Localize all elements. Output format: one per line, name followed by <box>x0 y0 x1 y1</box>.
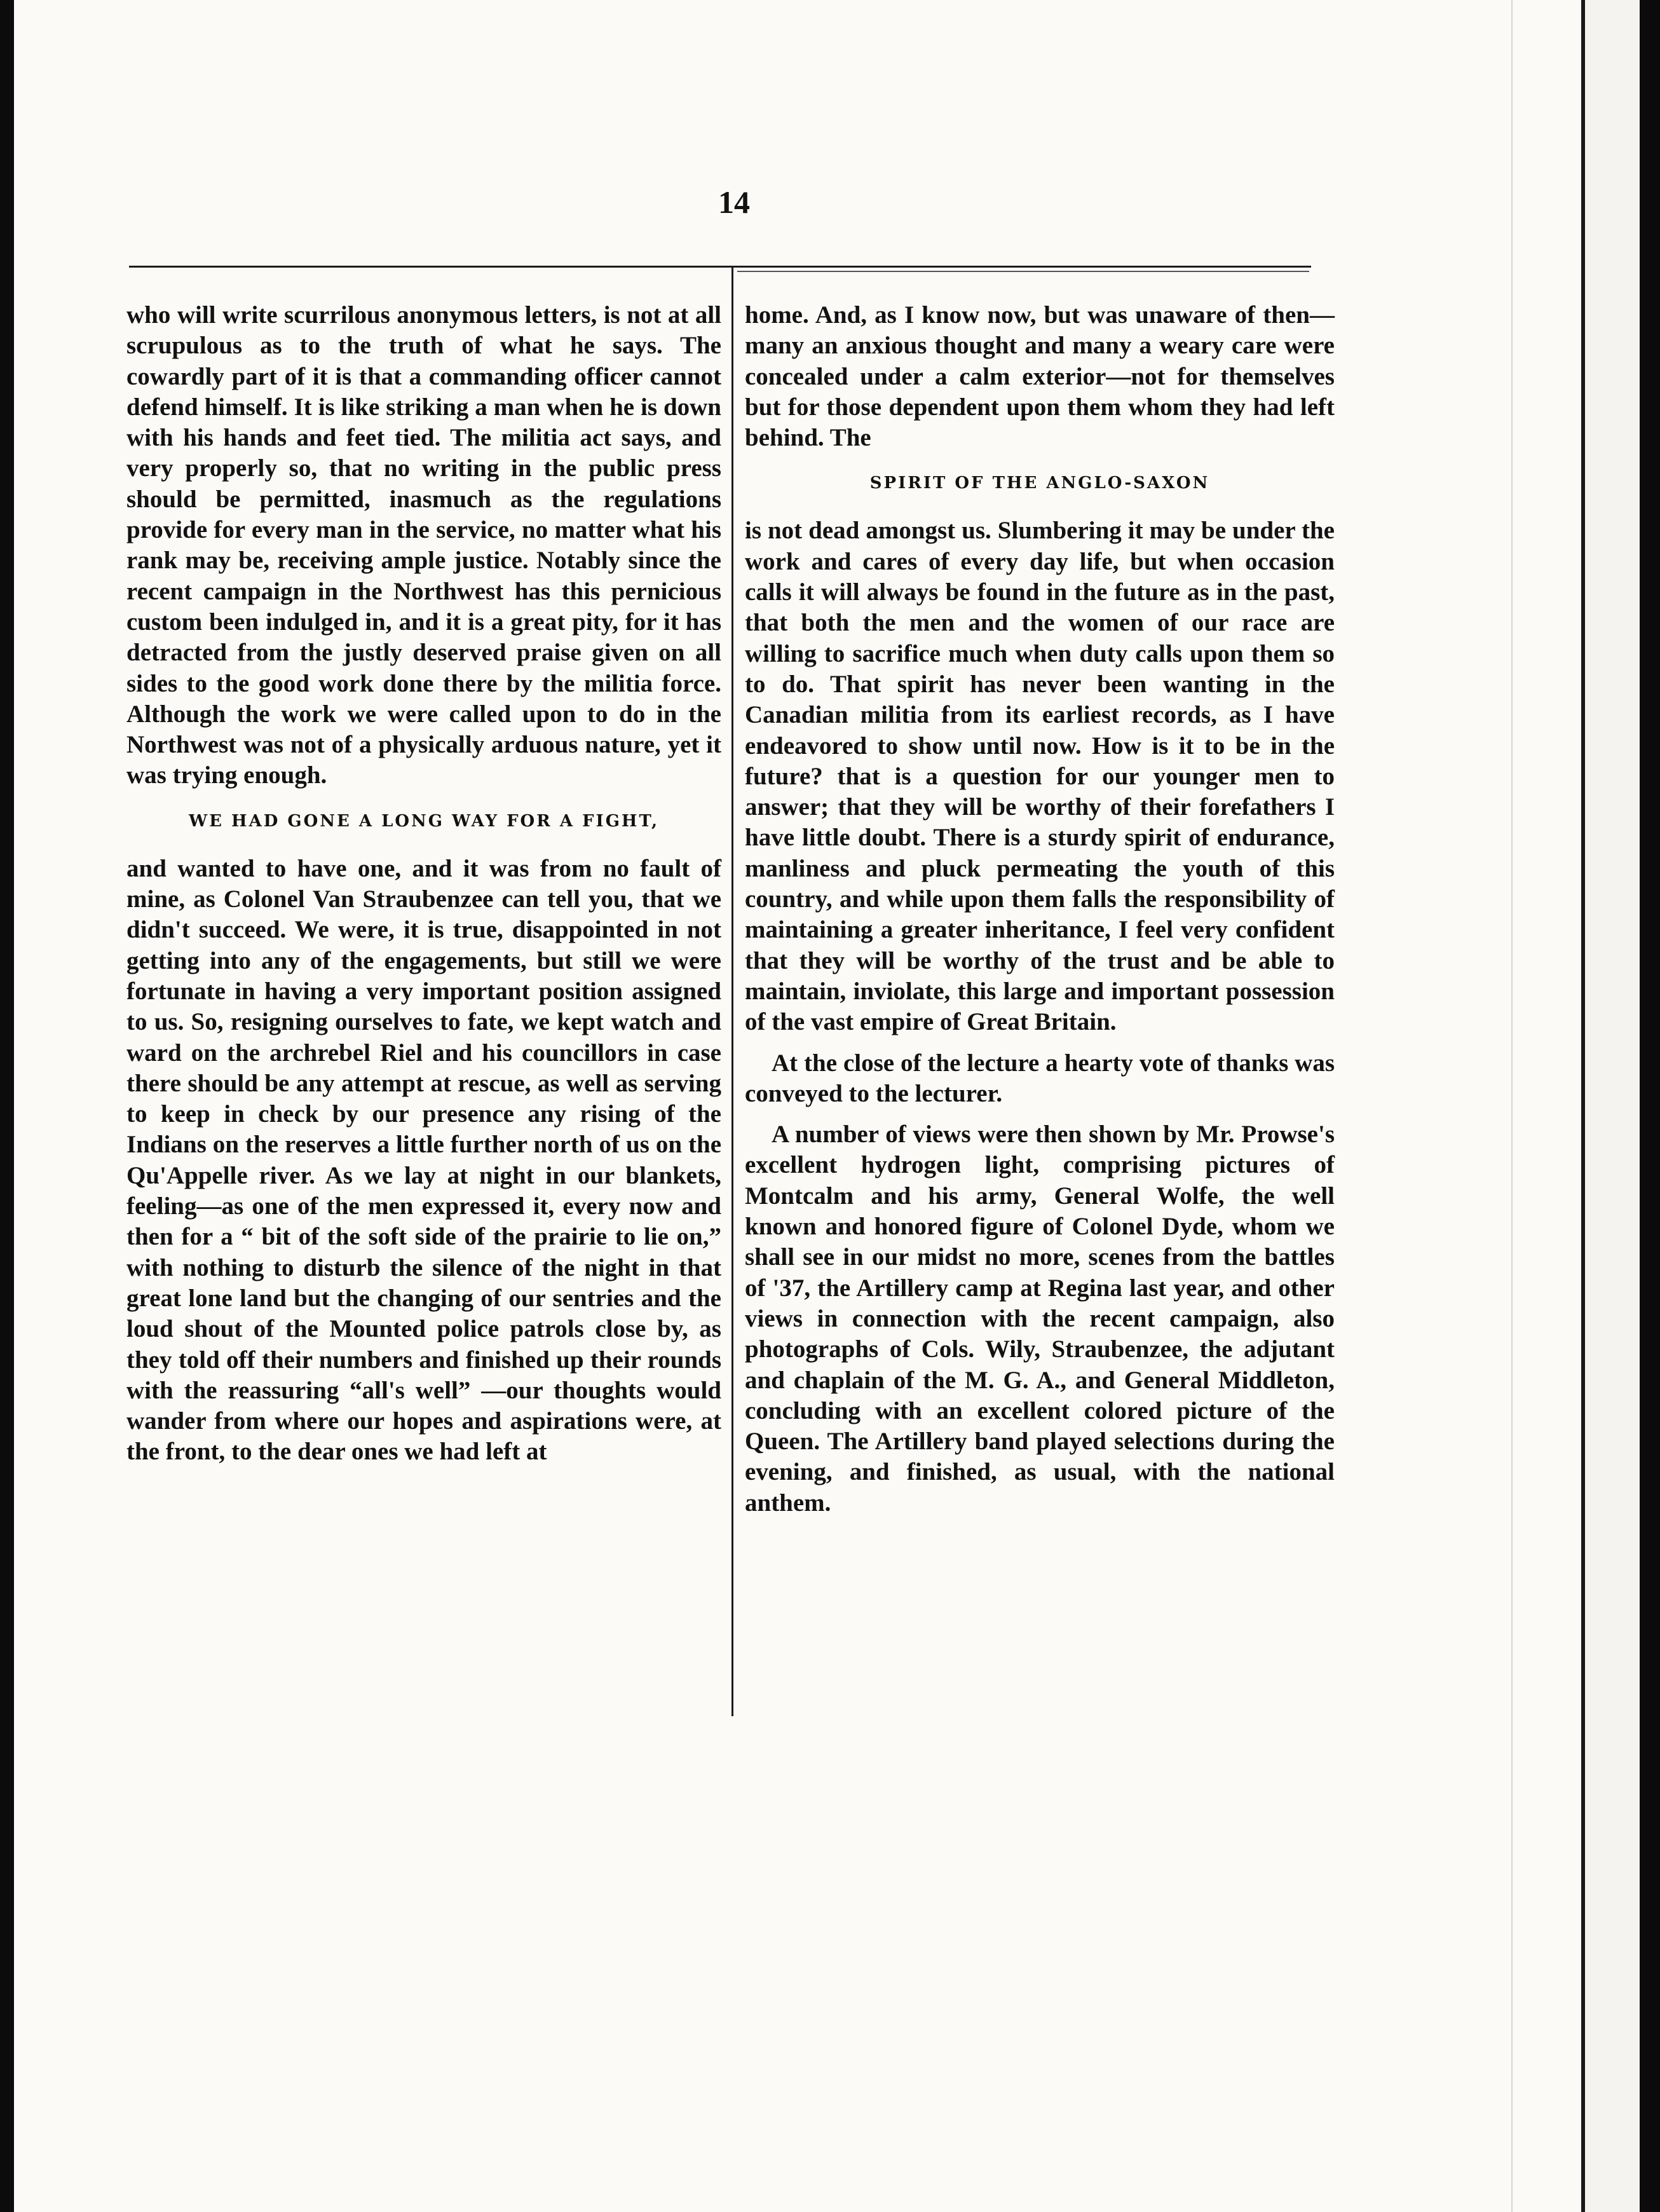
left-subheading: WE HAD GONE A LONG WAY FOR A FIGHT, <box>188 811 660 831</box>
scan-border-right <box>1640 0 1660 2212</box>
column-divider <box>731 266 733 1716</box>
right-column <box>745 300 1335 1519</box>
paragraph-gap <box>745 1038 1335 1048</box>
right-subheading: SPIRIT OF THE ANGLO-SAXON <box>869 474 1210 493</box>
right-paragraph-1: home. And, as I know now, but was unaware of then—many an anxious thought and many a weary care were concealed under a calm exterior—not for themselves but for those dependent upon them whom they had left behind. The <box>745 301 1335 452</box>
right-paragraph-2: is not dead amongst us. Slumbering it may be under the work and cares of every day life, but when occasion calls it will always be found in the future as in the past, that both the men and the women of our race are willing to sacrifice much when duty calls upon them so to do. That spirit has never been wanting in the Canadian militia from its earliest records, as I have endeavored to show until now. How is it to be in the future? that is a question for our younger men to answer; that they will be worthy of their forefathers I have little doubt. There is a sturdy spirit of endurance, manliness and pluck permeating the youth of this country, and while upon them falls the responsibility of maintaining a greater inheritance, I feel very confident that they will be worthy of the trust and be able to maintain, inviolate, this large and important possession of the vast empire of Great Britain. <box>745 517 1335 1036</box>
left-paragraph-1: who will write scurrilous anonymous letters, is not at all scrupulous as to the truth of what he says. The cowardly part of it is that a commanding officer cannot defend himself. It is like striking a man when he is down with his hands and feet tied. The militia act says, and very properly so, that no writing in the public press should be permitted, inasmuch as the regulations provide for every man in the service, no matter what his rank may be, receiving ample justice. Notably since the recent campaign in the Northwest has this pernicious custom been indulged in, and it is a great pity, for it has detracted from the justly deserved praise given on all sides to the good work done there by the militia force. Although the work we were called upon to do in the Northwest was not of a physically arduous nature, yet it was trying enough. <box>126 301 721 789</box>
page-fold-shadow <box>1511 0 1513 2212</box>
header-rule-secondary <box>737 271 1309 272</box>
right-paragraph-4: A number of views were then shown by Mr. Prowse's excellent hydrogen light, comprising pictures of Montcalm and his army, General Wolfe, the well known and honored figure of Colonel Dyde, whom we shall see in our midst no more, scenes from the battles of '37, the Artillery camp at Regina last year, and other views in connection with the recent campaign, also photographs of Cols. Wily, Straubenzee, the adjutant and chaplain of the M. G. A., and General Middleton, concluding with an excellent colored picture of the Queen. The Artillery band played selections during the evening, and finished, as usual, with the national anthem. <box>745 1121 1335 1517</box>
scan-border-left <box>0 0 14 2212</box>
paragraph-gap <box>745 1109 1335 1119</box>
right-paragraph-3: At the close of the lecture a hearty vote of thanks was conveyed to the lecturer. <box>745 1049 1335 1107</box>
left-column <box>126 300 721 1468</box>
left-paragraph-2: and wanted to have one, and it was from no fault of mine, as Colonel Van Straubenzee can tell you, that we didn't succeed. We were, it is true, disappointed in not getting into any of the engagements, but still we were fortunate in having a very important position assigned to us. So, resigning ourselves to fate, we kept watch and ward on the archrebel Riel and his councillors in case there should be any attempt at rescue, as well as serving to keep in check by our presence any rising of the Indians on the reserves a little further north of us on the Qu'Appelle river. As we lay at night in our blankets, feeling—as one of the men expressed it, every now and then for a “ bit of the soft side of the prairie to lie on,” with nothing to disturb the silence of the night in that great lone land but the changing of our sentries and the loud shout of the Mounted police patrols close by, as they told off their numbers and finished up their rounds with the reassuring “all's well” —our thoughts would wander from where our hopes and aspirations were, at the front, to the dear ones we had left at <box>126 854 721 1466</box>
header-rule <box>129 266 1311 268</box>
page-number: 14 <box>718 184 750 220</box>
